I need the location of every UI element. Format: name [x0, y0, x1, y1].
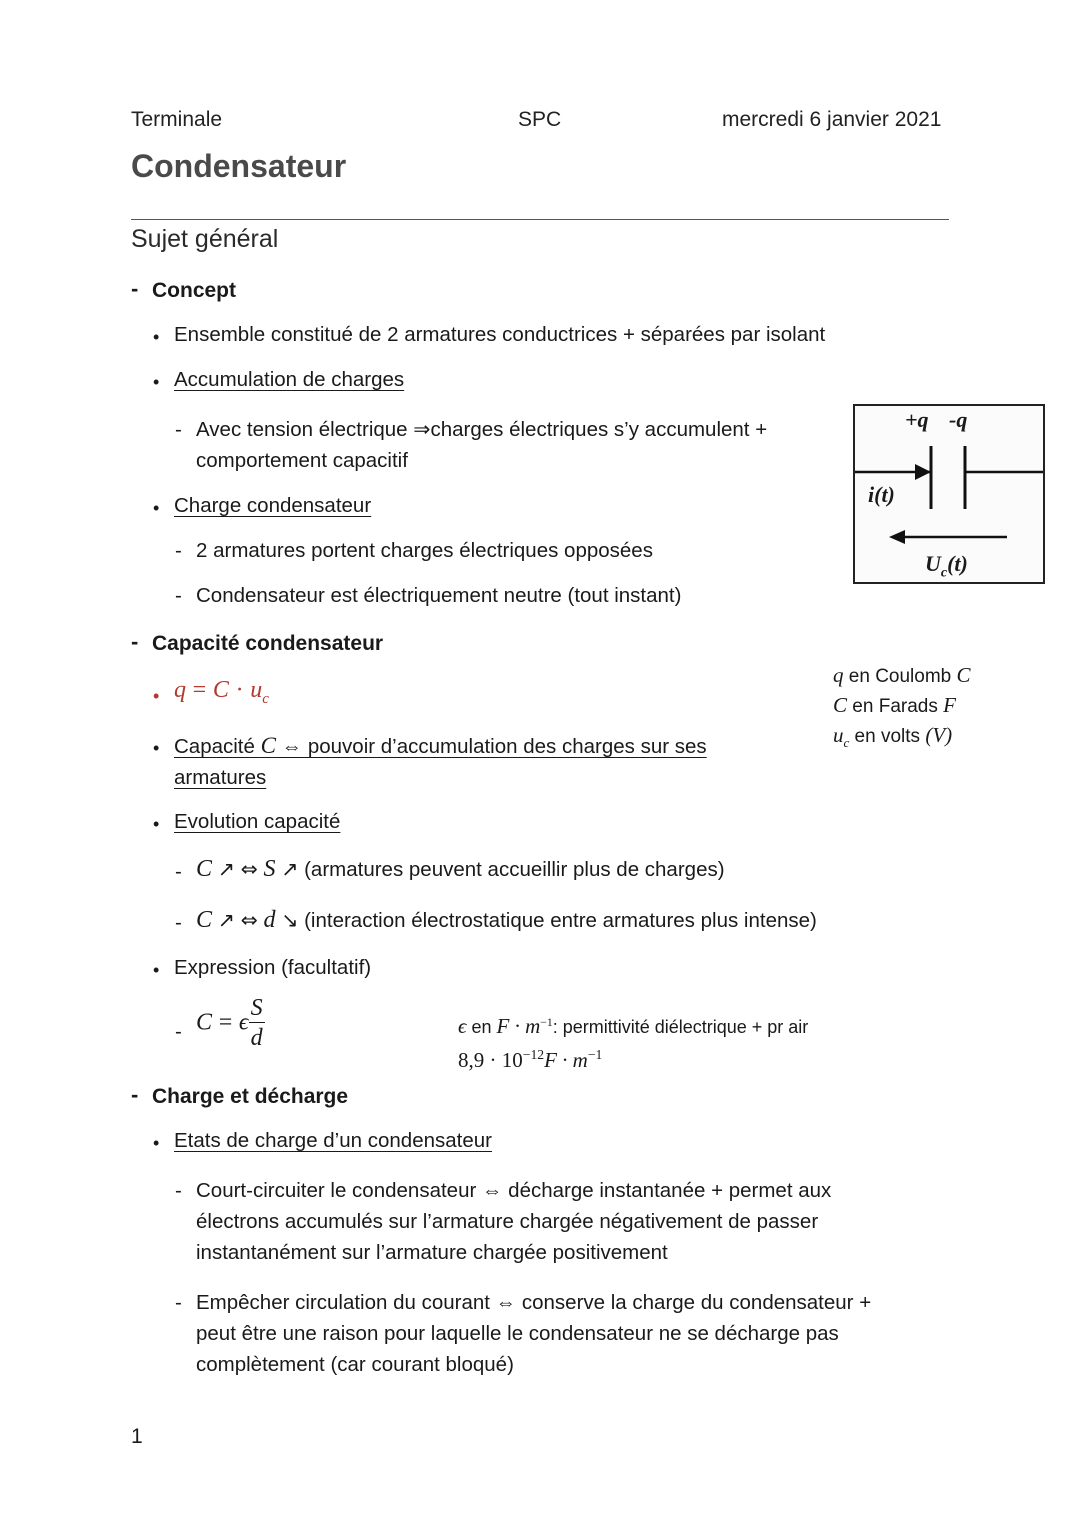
- dash-marker: -: [175, 1020, 182, 1043]
- bullet-icon: •: [153, 738, 160, 758]
- minus-q-label: -q: [949, 407, 968, 432]
- permittivity-note: [458, 1009, 808, 1074]
- dash-marker: -: [131, 629, 139, 654]
- plus-q-label: +q: [905, 407, 929, 432]
- capacitor-diagram: [853, 404, 1045, 584]
- dash-marker: -: [175, 418, 182, 441]
- fraction: $\frac{S}{d}$: [250, 995, 263, 1051]
- dash-marker: -: [175, 911, 182, 934]
- dash-marker: -: [131, 276, 139, 301]
- unit-u: $u_c$ en volts (V): [833, 723, 953, 750]
- current-label: i(t): [868, 482, 895, 507]
- etats-label: Etats de charge d’un condensateur: [174, 1129, 492, 1152]
- empecher-line-2: peut être une raison pour laquelle le condensateur ne se décharge pas: [196, 1322, 839, 1345]
- charge-formula: $q = C \cdot u_c$: [174, 677, 269, 707]
- unit-q: q en Coulomb C: [833, 663, 971, 687]
- evolution-label: Evolution capacité: [174, 810, 341, 833]
- units-legend: [833, 661, 971, 757]
- court-circuit-line-3: instantanément sur l’armature chargée positivement: [196, 1241, 668, 1264]
- permittivity-value: $8,9 \cdot 10^{-12}F \cdot m^{-1}$: [458, 1047, 603, 1072]
- charge-item-1: 2 armatures portent charges électriques opposées: [196, 539, 653, 562]
- dash-marker: -: [131, 1082, 139, 1107]
- bullet-icon: •: [153, 498, 160, 518]
- section-title: Sujet général: [131, 225, 279, 253]
- unit-c: C en Farads F: [833, 693, 956, 717]
- concept-item-1: Ensemble constitué de 2 armatures conductrices + séparées par isolant: [174, 323, 826, 346]
- voltage-label: $U_c(t)$: [925, 551, 968, 581]
- dash-marker: -: [175, 1179, 182, 1202]
- bullet-icon: •: [153, 960, 160, 980]
- charge-item-2: Condensateur est électriquement neutre (tout instant): [196, 584, 682, 607]
- evolution-line-2: C ↗ ⇔ d ↘ (interaction électrostatique entre armatures plus intense): [196, 907, 817, 933]
- dash-marker: -: [175, 860, 182, 883]
- court-circuit-line-1: Court-circuiter le condensateur ⇔ décharge instantanée + permet aux: [196, 1179, 832, 1202]
- charge-decharge-heading: Charge et décharge: [152, 1085, 349, 1108]
- expression-label: Expression (facultatif): [174, 956, 372, 979]
- bullet-icon: •: [153, 1133, 160, 1153]
- bullet-icon: •: [153, 814, 160, 834]
- dash-marker: -: [175, 539, 182, 562]
- bullet-icon: •: [153, 686, 160, 706]
- capacite-heading: Capacité condensateur: [152, 632, 384, 655]
- title-divider: [131, 219, 949, 220]
- charge-label: Charge condensateur: [174, 494, 372, 517]
- court-circuit-line-2: électrons accumulés sur l’armature chargée négativement de passer: [196, 1210, 819, 1233]
- empecher-line-3: complètement (car courant bloqué): [196, 1353, 514, 1376]
- dash-marker: -: [175, 584, 182, 607]
- dash-marker: -: [175, 1291, 182, 1314]
- header-class: Terminale: [131, 108, 223, 131]
- bullet-icon: •: [153, 372, 160, 392]
- capacitance-formula: C = ϵ $\frac{S}{d}$: [196, 995, 263, 1051]
- page-number: 1: [131, 1425, 143, 1448]
- evolution-line-1: C ↗ ⇔ S ↗ (armatures peuvent accueillir plus de charges): [196, 856, 725, 882]
- header-date: mercredi 6 janvier 2021: [722, 108, 942, 131]
- accumulation-label: Accumulation de charges: [174, 368, 405, 391]
- header-subject: SPC: [518, 108, 562, 131]
- page-title: Condensateur: [131, 148, 347, 184]
- capacite-definition: Capacité C ⇔ pouvoir d’accumulation des charges sur ses: [174, 733, 707, 758]
- accumulation-line-2: comportement capacitif: [196, 449, 408, 472]
- permittivity-note-line-1: ϵ en $F \cdot m^{-1}$: permittivité diélectrique + pr air: [458, 1014, 809, 1038]
- accumulation-line-1: Avec tension électrique ⇒charges électriques s’y accumulent +: [196, 418, 768, 441]
- concept-heading: Concept: [152, 279, 236, 302]
- bullet-icon: •: [153, 327, 160, 347]
- empecher-line-1: Empêcher circulation du courant ⇔ conserve la charge du condensateur +: [196, 1291, 872, 1314]
- capacite-definition-line-2: armatures: [174, 766, 267, 789]
